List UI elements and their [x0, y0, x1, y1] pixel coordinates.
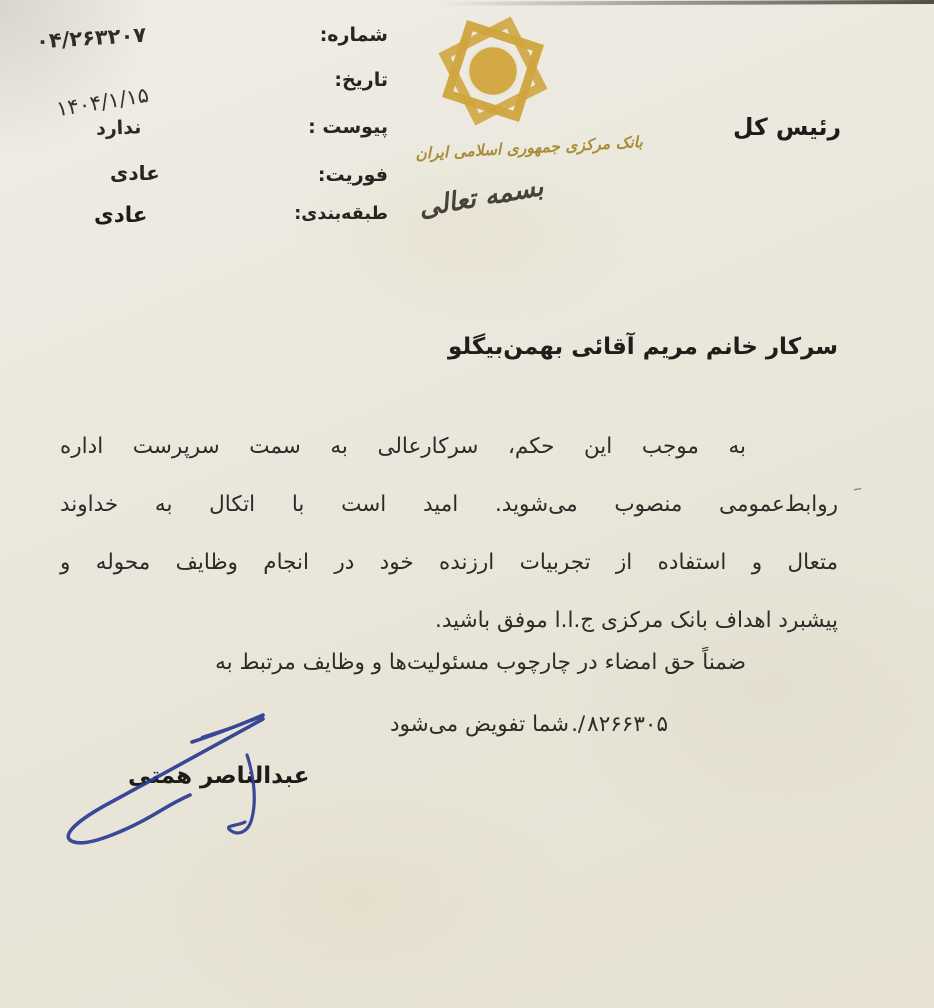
- field-label-urgency: فوریت:: [317, 164, 388, 186]
- closing-sentence: شما تفویض می‌شود: [389, 712, 570, 737]
- stray-pen-mark: –: [851, 477, 864, 500]
- closing-separator: ./: [571, 712, 586, 737]
- closing-line: [390, 712, 668, 737]
- serial-number: ۰۴/۲۶۳۲۰۷: [35, 22, 147, 54]
- attachment-value: ندارد: [95, 116, 142, 140]
- body-paragraph: [60, 418, 838, 650]
- classification-value: عادی: [94, 203, 148, 228]
- closing-reference-number: ۸۲۶۶۳۰۵: [587, 712, 668, 737]
- postscript-line: ضمناً حق امضاء در چارچوب مسئولیت‌ها و وظایف مرتبط به: [215, 650, 746, 675]
- handwritten-date: ۱۴۰۴/۱/۱۵: [54, 82, 151, 122]
- bismillah-calligraphy: بسمه تعالی: [416, 172, 546, 224]
- field-label-attachment: پیوست :: [308, 116, 388, 138]
- bank-name-calligraphy: بانک مرکزی جمهوری اسلامی ایران: [414, 133, 644, 163]
- body-line: پیشبرد اهداف بانک مرکزی ج.ا.ا موفق باشید.: [435, 608, 838, 633]
- field-label-classification: طبقه‌بندی:: [294, 204, 388, 224]
- signature-scribble: [42, 698, 282, 848]
- field-label-date: تاریخ:: [334, 69, 388, 91]
- signer-name: عبدالناصر همتی: [128, 763, 310, 789]
- body-line: به موجب این حکم، سرکارعالی به سمت سرپرست اداره: [60, 434, 746, 459]
- photo-top-edge-shadow: [440, 0, 934, 6]
- body-line: روابط‌عمومی منصوب می‌شوید. امید است با اتکال به خداوند: [60, 492, 838, 517]
- field-label-number: شماره:: [319, 24, 388, 46]
- urgency-value: عادی: [110, 161, 160, 185]
- recipient-name: سرکار خانم مریم آقائی بهمن‌بیگلو: [448, 334, 838, 360]
- body-line: متعال و استفاده از تجربیات ارزنده خود در انجام وظایف محوله و: [60, 550, 838, 575]
- central-bank-logo-icon: [428, 14, 558, 126]
- position-title: رئیس کل: [733, 113, 841, 141]
